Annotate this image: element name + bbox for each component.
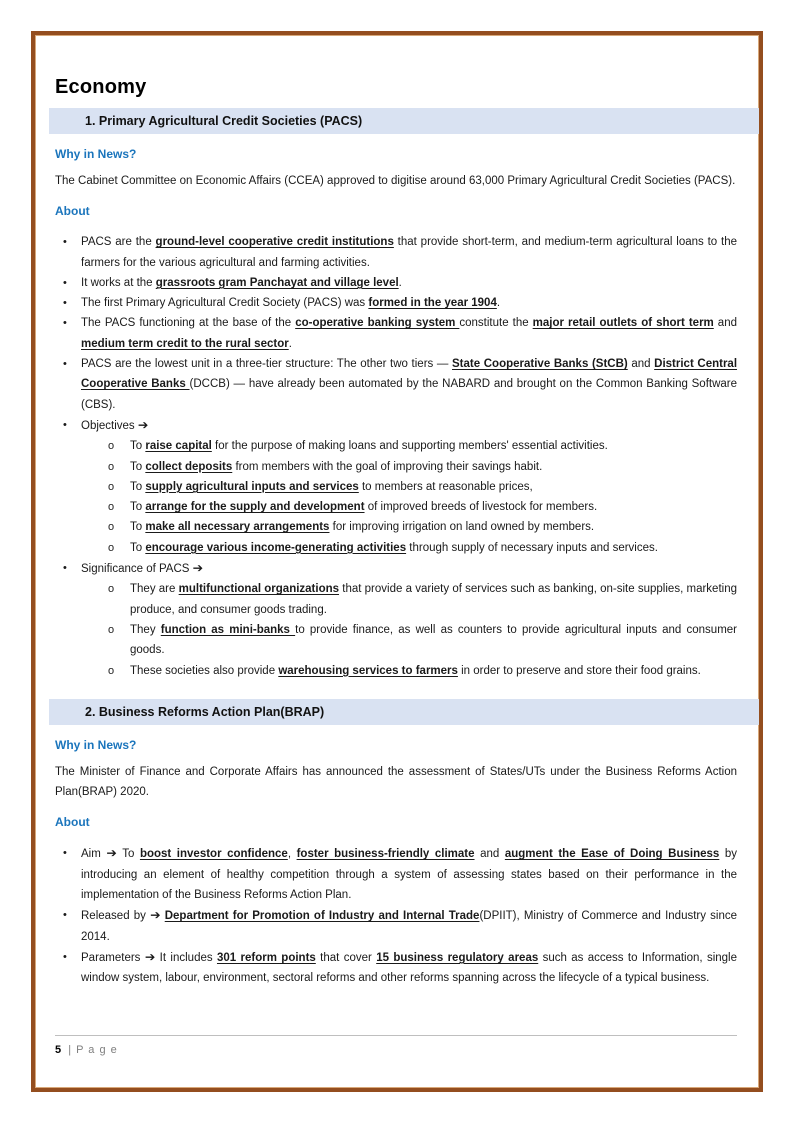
list-item: • Objectives ➔ xyxy=(55,415,737,436)
sub-list-item: o To collect deposits from members with the goal of improving their savings habit. xyxy=(55,457,737,477)
sub-list-item: o To arrange for the supply and development of improved breeds of livestock for members. xyxy=(55,497,737,517)
arrow-icon: ➔ xyxy=(150,908,161,923)
section-2-heading: 2. Business Reforms Action Plan(BRAP) xyxy=(85,704,325,719)
section-2-why-in-news-text: The Minister of Finance and Corporate Affairs has announced the assessment of States/UTs under the Business Reforms Action Plan(BRAP) 2020. xyxy=(55,765,737,799)
section-1-about-label: About xyxy=(55,204,90,219)
bullet-icon: • xyxy=(63,950,67,963)
sub-bullet-icon: o xyxy=(108,583,115,596)
list-item: • Released by ➔ Department for Promotion of Industry and Internal Trade(DPIIT), Ministry of Commerce and Industry since 2014. xyxy=(55,905,737,947)
section-1-why-in-news-label: Why in News? xyxy=(55,147,137,161)
list-item: • It works at the grassroots gram Panchayat and village level. xyxy=(55,273,737,293)
sub-bullet-icon: o xyxy=(108,480,115,493)
sub-list-item: o To make all necessary arrangements for improving irrigation on land owned by members. xyxy=(55,517,737,537)
section-pacs xyxy=(55,108,737,681)
bullet-icon: • xyxy=(63,909,67,922)
page-number: 5 xyxy=(55,1044,62,1056)
section-1-why-in-news-text: The Cabinet Committee on Economic Affairs (CCEA) approved to digitise around 63,000 Primary Agricultural Credit Societies (PACS). xyxy=(55,175,736,187)
sub-bullet-icon: o xyxy=(108,501,115,514)
bullet-icon: • xyxy=(63,236,67,249)
arrow-icon: ➔ xyxy=(106,846,117,861)
page-number-label: | P a g e xyxy=(68,1044,118,1056)
page-footer xyxy=(55,1035,737,1058)
arrow-icon: ➔ xyxy=(137,417,149,432)
section-brap xyxy=(55,699,737,989)
sub-bullet-icon: o xyxy=(108,541,115,554)
bullet-icon: • xyxy=(63,358,67,371)
sub-list-item: o They are multifunctional organizations that provide a variety of services such as banking, on-site supplies, marketing produce, and consumer goods trading. xyxy=(55,579,737,620)
section-2-bullet-list xyxy=(55,843,737,988)
section-2-why-in-news-label: Why in News? xyxy=(55,737,137,752)
sub-list-item: o To supply agricultural inputs and services to members at reasonable prices, xyxy=(55,477,737,497)
bullet-icon: • xyxy=(63,297,67,310)
sub-bullet-icon: o xyxy=(108,521,115,534)
arrow-icon: ➔ xyxy=(144,949,156,964)
section-1-bullet-list xyxy=(55,232,737,681)
sub-list-item: o They function as mini-banks to provide finance, as well as counters to provide agricultural inputs and consumer goods. xyxy=(55,620,737,661)
section-1-heading: 1. Primary Agricultural Credit Societies (PACS) xyxy=(85,114,363,128)
bullet-icon: • xyxy=(63,562,67,575)
sub-bullet-icon: o xyxy=(108,623,115,636)
list-item: • PACS are the lowest unit in a three-tier structure: The other two tiers — State Cooperative Banks (StCB) and District Central Cooperative Banks (DCCB) — have already been automated by the NABARD and brought on the Common Banking Software (CBS). xyxy=(55,354,737,415)
page-content xyxy=(35,35,759,989)
sub-list-item: o To encourage various income-generating activities through supply of necessary inputs and services. xyxy=(55,538,737,558)
sub-list-item: o These societies also provide warehousing services to farmers in order to preserve and store their food grains. xyxy=(55,661,737,681)
bullet-icon: • xyxy=(63,418,67,431)
list-item: • PACS are the ground-level cooperative credit institutions that provide short-term, and medium-term agricultural loans to the farmers for the various agricultural and farming activities. xyxy=(55,232,737,273)
sub-bullet-icon: o xyxy=(108,460,115,473)
section-2-heading-band xyxy=(49,699,759,725)
sub-bullet-icon: o xyxy=(108,664,115,677)
bullet-icon: • xyxy=(63,847,67,860)
section-1-heading-band xyxy=(49,108,759,134)
list-item: • The PACS functioning at the base of the co-operative banking system constitute the major retail outlets of short term and medium term credit to the rural sector. xyxy=(55,313,737,354)
sub-bullet-icon: o xyxy=(108,440,115,453)
document-page xyxy=(31,31,763,1092)
list-item: • Aim ➔ To boost investor confidence, foster business-friendly climate and augment the Ease of Doing Business by introducing an element of healthy competition through a system of assessing states based on their performance in the implementation of the Business Reforms Action Plan. xyxy=(55,843,737,905)
bullet-icon: • xyxy=(63,317,67,330)
list-item: • Significance of PACS ➔ xyxy=(55,558,737,579)
list-item: • The first Primary Agricultural Credit Society (PACS) was formed in the year 1904. xyxy=(55,293,737,313)
arrow-icon: ➔ xyxy=(192,561,204,576)
section-2-about-label: About xyxy=(55,815,90,830)
sub-list-item: o To raise capital for the purpose of making loans and supporting members' essential activities. xyxy=(55,436,737,456)
bullet-icon: • xyxy=(63,276,67,289)
page-title: Economy xyxy=(55,76,147,98)
list-item: • Parameters ➔ It includes 301 reform points that cover 15 business regulatory areas such as access to Information, single window system, labour, environment, sectoral reforms and other reforms spanning across the lifecycle of a typical business. xyxy=(55,947,737,989)
